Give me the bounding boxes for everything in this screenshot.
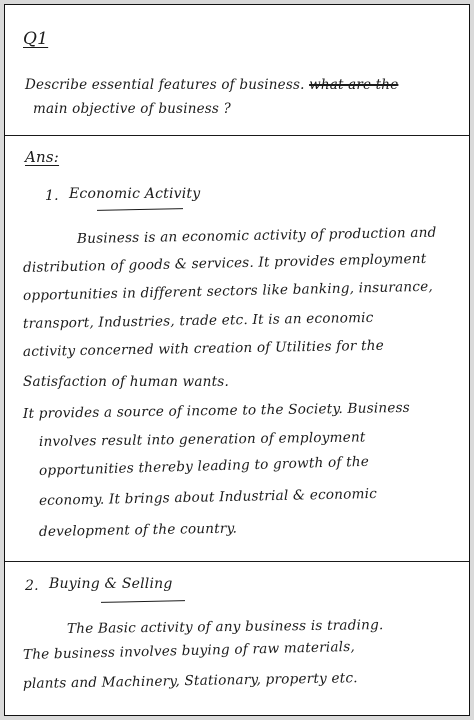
section-2-title: Buying & Selling: [49, 576, 173, 592]
body-line: Satisfaction of human wants.: [23, 374, 229, 390]
section-divider: [5, 135, 469, 136]
section-divider: [5, 561, 469, 562]
section-2-number: 2.: [25, 578, 39, 594]
section-1-title: Economic Activity: [69, 186, 201, 202]
section-1-underline: [97, 208, 183, 211]
body-line: economy. It brings about Industrial & economic: [38, 485, 378, 509]
question-label: Q1: [23, 29, 49, 49]
body-line: The business involves buying of raw materials,: [22, 638, 356, 663]
body-line: development of the country.: [38, 520, 238, 540]
body-line: distribution of goods & services. It provides employment: [22, 250, 427, 276]
question-line-2: main objective of business ?: [33, 101, 231, 117]
body-line: opportunities in different sectors like banking, insurance,: [22, 278, 434, 304]
body-line: activity concerned with creation of Utilities for the: [22, 337, 385, 360]
struck-text: what are the: [309, 77, 399, 93]
section-2-underline: [101, 600, 185, 603]
section-1-number: 1.: [45, 188, 59, 204]
body-line: Business is an economic activity of production and: [76, 224, 437, 247]
body-line: plants and Machinery, Stationary, property etc.: [22, 670, 358, 692]
body-line: involves result into generation of employment: [38, 429, 366, 450]
notebook-page: [4, 4, 470, 716]
answer-label: Ans:: [25, 148, 60, 166]
body-line: transport, Industries, trade etc. It is an economic: [22, 309, 374, 332]
body-line: opportunities thereby leading to growth of the: [38, 453, 370, 479]
body-line: It provides a source of income to the Society. Business: [22, 399, 411, 422]
question-text: Describe essential features of business.: [25, 77, 305, 93]
question-line-1: [25, 79, 398, 93]
body-line: The Basic activity of any business is trading.: [66, 617, 384, 637]
